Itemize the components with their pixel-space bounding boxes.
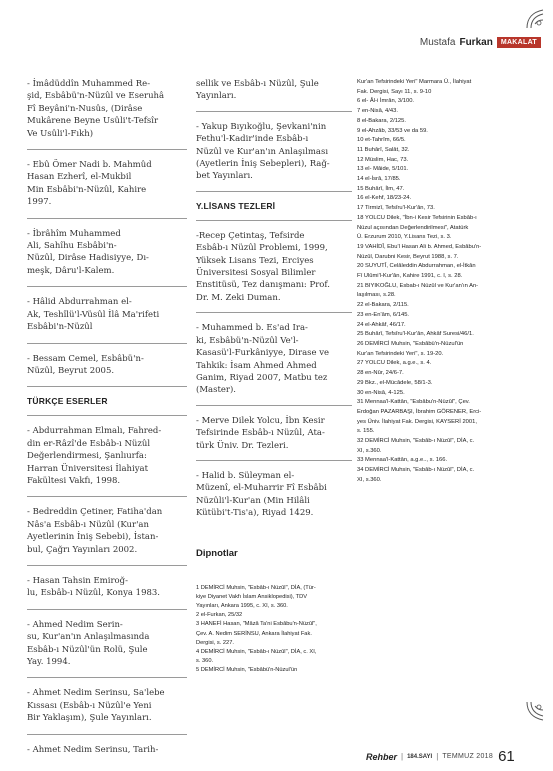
footnote: 26 DEMİRCİ Muhsin, "Esbâbü'n-Nüzul'ün Kur'an Tefsirindeki Yeri", s. 19-20. (357, 340, 464, 357)
bibliography-entry: - Ahmed Nedim Serin- su, Kur'an'ın Anlaşılmasında Esbâb-ı Nüzûl'ün Rolü, Şule Yay. 1994. (27, 619, 150, 667)
footnote: 18 YOLCU Dilek, "İbn-i Kesir Tefsirinin Esbâb-ı Nüzul açısından Değerlendirilmesi", Atatürk Ü. Erzurum 2010, Y.Lisans Tezi, s. 3. (357, 214, 477, 241)
footnote: 27 YOLCU Dilek, a.g.e., s. 4. (357, 360, 432, 367)
magazine-logo: Rehber (366, 751, 398, 762)
footnote: 9 el-Ahzâb, 33/53 ve da 59. (357, 127, 428, 134)
footnotes-title: Dipnotlar (196, 547, 238, 559)
column-left (27, 78, 187, 765)
footnote: 7 en-Nisâ, 4/43. (357, 108, 398, 115)
divider (196, 405, 352, 406)
author-first-name: Mustafa (419, 37, 456, 48)
issue-number: 184.SAYI (407, 753, 433, 760)
bibliography-entry: - İmâdüddîn Muhammed Re- şid, Esbâbü'n-Nüzûl ve Eseruhâ Fî Beyâni'n-Nusûs, (Dirâse Mukârene Beyne Usûli't-Tefsîr Ve Usûli'l-Fıkh) (27, 79, 165, 139)
bibliography-entry: sellik ve Esbâb-ı Nüzûl, Şule Yayınları. (196, 79, 319, 102)
footnote: 29 Bkz., el-Mücâdele, 58/1-3. (357, 379, 433, 386)
footnote: 11 Buhârî, Salât, 32. (357, 146, 410, 153)
footnote: 6 el- Âl-i İmrân, 3/100. (357, 98, 415, 105)
bibliography-entry: - Abdurrahman Elmalı, Fahred- din er-Râzî'de Esbâb-ı Nüzûl Değerlendirmesi, Şanlıurfa: Harran Üniversitesi İlahiyat Fakültesi Vakfı, 1998. (27, 426, 162, 486)
author-last-name: Furkan (459, 37, 493, 48)
divider (27, 386, 187, 387)
footer-separator: | (401, 752, 404, 761)
footnote: 20 SUYUTÎ, Celâleddin Abdurrahman, el-İtkân Fî Ulûmi'l-Kur'ân, Kahire 1991, c. I, s. 28. (357, 263, 476, 280)
bibliography-entry: -Recep Çetintaş, Tefsirde Esbâb-ı Nüzûl Problemi, 1999, Yüksek Lisans Tezi, Erciyes Üniversitesi Sosyal Bilimler Enstitüsü, Tez danışmanı: Prof. Dr. M. Zeki Duman. (196, 230, 330, 303)
footnote: 31 Mennaa'l-Kattân, "Esbâbu'n-Nüzûl", Çev. Erdoğan PAZARBAŞI, İbrahim GÖRENER, Erci- yes Üniv. İlahiyat Fak. Dergisi, KAYSERİ 2001, s. 155. (357, 399, 482, 435)
footnote: 32 DEMİRCİ Muhsin, "Esbâb-ı Nüzûl", DİA, c. XI, s.360. (357, 438, 475, 454)
divider (27, 149, 187, 150)
footnote: 3 HANEFİ Hasan, "Mâzâ Ta'ni Esbâbu'n-Nüzûl", Çev. A. Nedim SERİNSU, Ankara İlahiyat Fak. Dergisi, s. 227. (196, 621, 317, 646)
bibliography-entry: - Bedreddin Çetiner, Fatiha'dan Nâs'a Esbâb-ı Nüzûl (Kur'an Ayetlerinin İniş Sebebi), İstan- bul, Çağrı Yayınları 2002. (27, 507, 163, 555)
footnote: 30 en-Nisâ, 4-125. (357, 389, 405, 396)
column-middle (196, 78, 352, 676)
footnote: 10 et-Tahrîm, 66/5. (357, 137, 406, 144)
footnote: 4 DEMİRCİ Muhsin, "Esbâb-ı Nüzûl", DİA, c. XI, s. 360. (196, 648, 317, 665)
ornament-top-icon (525, 8, 545, 30)
divider (27, 218, 187, 219)
footnote: 13 el- Mâide, 5/101. (357, 166, 409, 173)
section-badge: MAKALAT (497, 37, 541, 48)
divider (27, 677, 187, 678)
footnote: 25 Buhârî, Tefsîru'l-Kur'ân, Ahkâf Suresi/46/1. (357, 331, 474, 338)
footnote: 15 Buhârî, İlm, 47. (357, 185, 405, 192)
page-footer (366, 748, 515, 765)
divider (196, 191, 352, 192)
divider (27, 609, 187, 610)
footnote: 22 el-Bakara, 2/115. (357, 302, 409, 309)
footnote: 5 DEMİRCİ Muhsin, "Esbâbü'n-Nüzul'ün (196, 667, 298, 674)
divider (27, 565, 187, 566)
bibliography-entry: - Ahmet Nedim Serinsu, Sa'lebe Kıssası (Esbâb-ı Nüzûl'e Yeni Bir Yaklaşım), Şule Yayınları. (27, 688, 165, 724)
footnote: 17 Tirmizî, Tefsîru'l-Kur'ân, 73. (357, 205, 435, 212)
bibliography-entry: - Bessam Cemel, Esbâbü'n- Nüzûl, Beyrut 2005. (27, 353, 144, 376)
footnote: 23 en-En'âm, 6/145. (357, 311, 410, 318)
footnote: 14 el-İsrâ, 17/85. (357, 176, 401, 183)
footnote: 12 Müslim, Hac, 73. (357, 156, 409, 163)
bibliography-entry: - Halid b. Süleyman el- Müzenî, el-Muharrir Fî Esbâbi Nüzûli'l-Kur'an (Min Hilâli Kütübi't-Tis'a), Riyad 1429. (196, 470, 327, 519)
footnote: 19 VAHİDÎ, Ebu'l Hasan Ali b. Ahmed, Esbâbu'n- Nüzûl, Darubni Kesir, Beyrut 1988, s. 7. (357, 243, 482, 260)
issue-date: TEMMUZ 2018 (442, 753, 494, 760)
bibliography-entry: - Merve Dilek Yolcu, İbn Kesir Tefsirinde Esbâb-ı Nüzûl, Ata- türk Üniv. Dr. Tezleri. (196, 415, 325, 451)
divider (27, 286, 187, 287)
footnote: 33 Mennaa'l-Kattân, a.g.e.., s. 166. (357, 457, 448, 464)
divider (196, 312, 352, 313)
divider (196, 220, 352, 221)
section-heading-turkish-works: TÜRKÇE ESERLER (27, 396, 108, 407)
footnote: 2 el-Furkan, 25/32 (196, 612, 243, 619)
divider (27, 415, 187, 416)
footnote: 1 DEMİRCİ Muhsin, "Esbâb-ı Nüzûl", DİA, (Tür- kiye Diyanet Vakfı İslam Ansiklopedisi), TDV Yayınları, Ankara 1995, c. XI, s. 360. (196, 584, 316, 609)
footer-separator: | (436, 752, 439, 761)
column-right (357, 78, 530, 486)
bibliography-entry: - Ahmet Nedim Serinsu, Tarih- (27, 744, 159, 755)
footnote: 34 DEMİRCİ Muhsin, "Esbâb-ı Nüzûl", DİA, c. XI, s.360. (357, 467, 475, 483)
footnote: 28 en-Nûr, 24/6-7. (357, 370, 404, 377)
ornament-bottom-icon (525, 700, 545, 722)
footnote: Kur'an Tefsirindeki Yeri" Marmara Ü., İlahiyat Fak. Dergisi, Sayı 11, s. 9-10 (357, 79, 472, 95)
section-heading-thesis: Y.LİSANS TEZLERİ (196, 200, 276, 211)
bibliography-entry: - İbrâhîm Muhammed Ali, Sahîhu Esbâbi'n- Nüzûl, Dirâse Hadisiyye, Dı- meşk, Dâru'l-Kalem. (27, 228, 149, 276)
divider (27, 343, 187, 344)
bibliography-entry: - Hâlid Abdurrahman el- Ak, Teshîlü'l-Vüsûl İlâ Ma'rifeti Esbâbi'n-Nüzûl (27, 297, 160, 333)
divider (196, 460, 352, 461)
bibliography-entry: - Yakup Bıyıkoğlu, Şevkani'nin Fethu'l-Kadir'inde Esbâb-ı Nüzûl ve Kur'an'ın Anlaşılması (Ayetlerin İniş Sebepleri), Rağ- bet Yayınları. (196, 121, 330, 182)
footnote: 21 BIYIKOĞLU, Esbab-ı Nüzûl ve Kur'an'ın An- laşılması, s.28. (357, 282, 479, 299)
bibliography-entry: - Muhammed b. Es'ad Ira- ki, Esbâbü'n-Nüzûl Ve'l- Kasasü'l-Furkâniyye, Dirase ve Tahkik: İsam Ahmed Ahmed Ganim, Riyad 2007, Matbu tez (Master). (196, 323, 330, 396)
footnote: 24 el-Ahkâf, 46/17. (357, 321, 406, 328)
bibliography-entry: - Ebû Ömer Nadi b. Mahmûd Hasan Ezherî, el-Mukbil Min Esbâbi'n-Nüzûl, Kahire 1997. (27, 160, 152, 208)
divider (27, 734, 187, 735)
divider (27, 496, 187, 497)
footnote: 16 el-Kehf, 18/23-24. (357, 195, 412, 202)
divider (196, 111, 352, 112)
page-number: 61 (498, 748, 515, 765)
footnote: 8 el-Bakara, 2/125. (357, 117, 406, 124)
page-header (420, 37, 541, 48)
bibliography-entry: - Hasan Tahsin Emiroğ- lu, Esbâb-ı Nüzûl, Konya 1983. (27, 575, 161, 599)
